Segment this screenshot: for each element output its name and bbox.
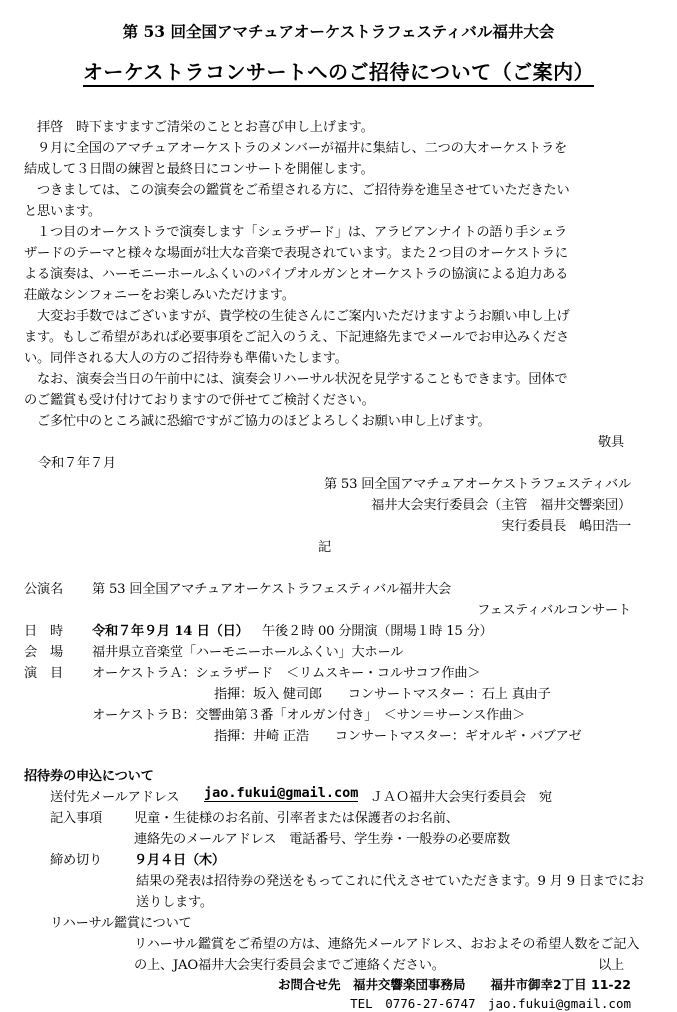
letter-date: 令和７年７月 [38, 456, 116, 471]
date-label: 日 時 [24, 624, 63, 639]
sender-org: 第 53 回全国アマチュアオーケストラフェスティバル [323, 477, 631, 492]
subtitle-text: オーケストラコンサートへのご招待について（ご案内） [83, 60, 594, 87]
venue-label: 会 場 [24, 645, 63, 660]
program-orchestra-b: オーケストラＢ：交響曲第３番「オルガン付き」 ＜サン＝サーンス作曲＞ [92, 708, 526, 723]
program-orchestra-a: オーケストラＡ：シェラザード ＜リムスキー・コルサコフ作曲＞ [92, 666, 481, 681]
letter-line: ます。もしご希望があれば必要事項をご記入のうえ、下記連絡先までメールでお申込みくださ [24, 330, 569, 345]
rehearsal-label: リハーサル鑑賞について [50, 916, 192, 931]
letter-line: １つ目のオーケストラで演奏します「シェラザード」は、アラビアンナイトの語り手シェラ [24, 225, 567, 240]
contact-tel-email: TEL 0776-27-6747 jao.fukui@gmail.com [350, 996, 631, 1011]
letter-line: のご鑑賞も受け付けておりますので併せてご検討ください。 [24, 393, 375, 408]
time-value: 午後２時 00 分開演（開場１時 15 分） [262, 624, 493, 639]
program-orchestra-a-staff: 指揮：坂入 健司郎 コンサートマスター ：石上 真由子 [214, 687, 551, 702]
items-line-2: 連絡先のメールアドレス 電話番号、学生券・一般券の必要席数 [134, 832, 510, 847]
letter-line: ９月に全国のアマチュアオーケストラのメンバーが福井に集結し、二つの大オーケストラを [24, 141, 567, 156]
application-heading: 招待券の申込について [24, 769, 154, 784]
rehearsal-line-2: の上、JAO福井大会実行委員会までご連絡ください。 [134, 958, 445, 973]
letter-line: ご多忙中のところ誠に恐縮ですがご協力のほどよろしくお願い申し上げます。 [24, 414, 491, 429]
deadline-label: 締め切り [50, 853, 102, 868]
letter-line: 大変お手数ではございますが、貴学校の生徒さんにご案内いただけますようお願い申し上げ [24, 309, 570, 324]
date-value: 令和７年９月 14 日（日） [92, 624, 249, 639]
letter-line: と思います。 [24, 204, 101, 219]
letter-line: ザードのテーマと様々な場面が壮大な音楽で表現されています。また２つ目のオーケストラに [24, 246, 568, 261]
program-orchestra-b-staff: 指揮：井崎 正浩 コンサートマスター：ギオルギ・バブアゼ [214, 729, 582, 744]
performance-name: 第 53 回全国アマチュアオーケストラフェスティバル福井大会 [92, 582, 452, 597]
performance-subname: フェスティバルコンサート [477, 603, 631, 618]
letter-line: よる演奏は、ハーモニーホールふくいのパイプオルガンとオーケストラの協演による迫力ある [24, 267, 569, 282]
closing-keigu: 敬具 [598, 435, 624, 450]
letter-line: 結成して３日間の練習と最終日にコンサートを開催します。 [24, 162, 374, 177]
closing-ijo: 以上 [598, 958, 624, 973]
items-label: 記入事項 [50, 811, 102, 826]
deadline-note-1: 結果の発表は招待券の発送をもってこれに代えさせていただきます。9 月 9 日までにお [136, 874, 644, 889]
letter-line: い。同伴される大人の方のご招待券も準備いたします。 [24, 351, 348, 366]
venue-value: 福井県立音楽堂「ハーモニーホールふくい」大ホール [92, 645, 404, 660]
letter-line: 荘厳なシンフォニーをお楽しみいただけます。 [24, 288, 295, 303]
email-link[interactable]: jao.fukui@gmail.com [204, 785, 359, 801]
deadline-value: ９月４日（木） [134, 853, 225, 868]
deadline-note-2: 送りします。 [136, 895, 213, 910]
email-label: 送付先メールアドレス [50, 790, 180, 805]
contact-office: お問合せ先 福井交響楽団事務局 福井市御幸2丁目 11-22 [277, 977, 631, 992]
rehearsal-line-1: リハーサル鑑賞をご希望の方は、連絡先メールアドレス、おおよその希望人数をご記入 [134, 937, 640, 952]
sender-chair: 実行委員長 嶋田浩一 [501, 519, 631, 534]
performance-name-label: 公演名 [24, 582, 63, 597]
sender-committee: 福井大会実行委員会（主管 福井交響楽団） [371, 498, 631, 513]
items-line-1: 児童・生徒様のお名前、引率者または保護者のお名前、 [134, 811, 459, 826]
document-title: 第 53 回全国アマチュアオーケストラフェスティバル福井大会 [122, 22, 555, 41]
email-recipient: ＪＡＯ福井大会実行委員会 宛 [370, 790, 552, 805]
ki-mark: 記 [318, 540, 331, 555]
document-subtitle [0, 56, 677, 85]
letter-line: なお、演奏会当日の午前中には、演奏会リハーサル状況を見学することもできます。団体で [24, 372, 568, 387]
letter-line: つきましては、この演奏会の鑑賞をご希望される方に、ご招待券を進呈させていただきたい [24, 183, 570, 198]
program-label: 演 目 [24, 666, 63, 681]
letter-line: 拝啓 時下ますますご清栄のこととお喜び申し上げます。 [24, 120, 374, 135]
